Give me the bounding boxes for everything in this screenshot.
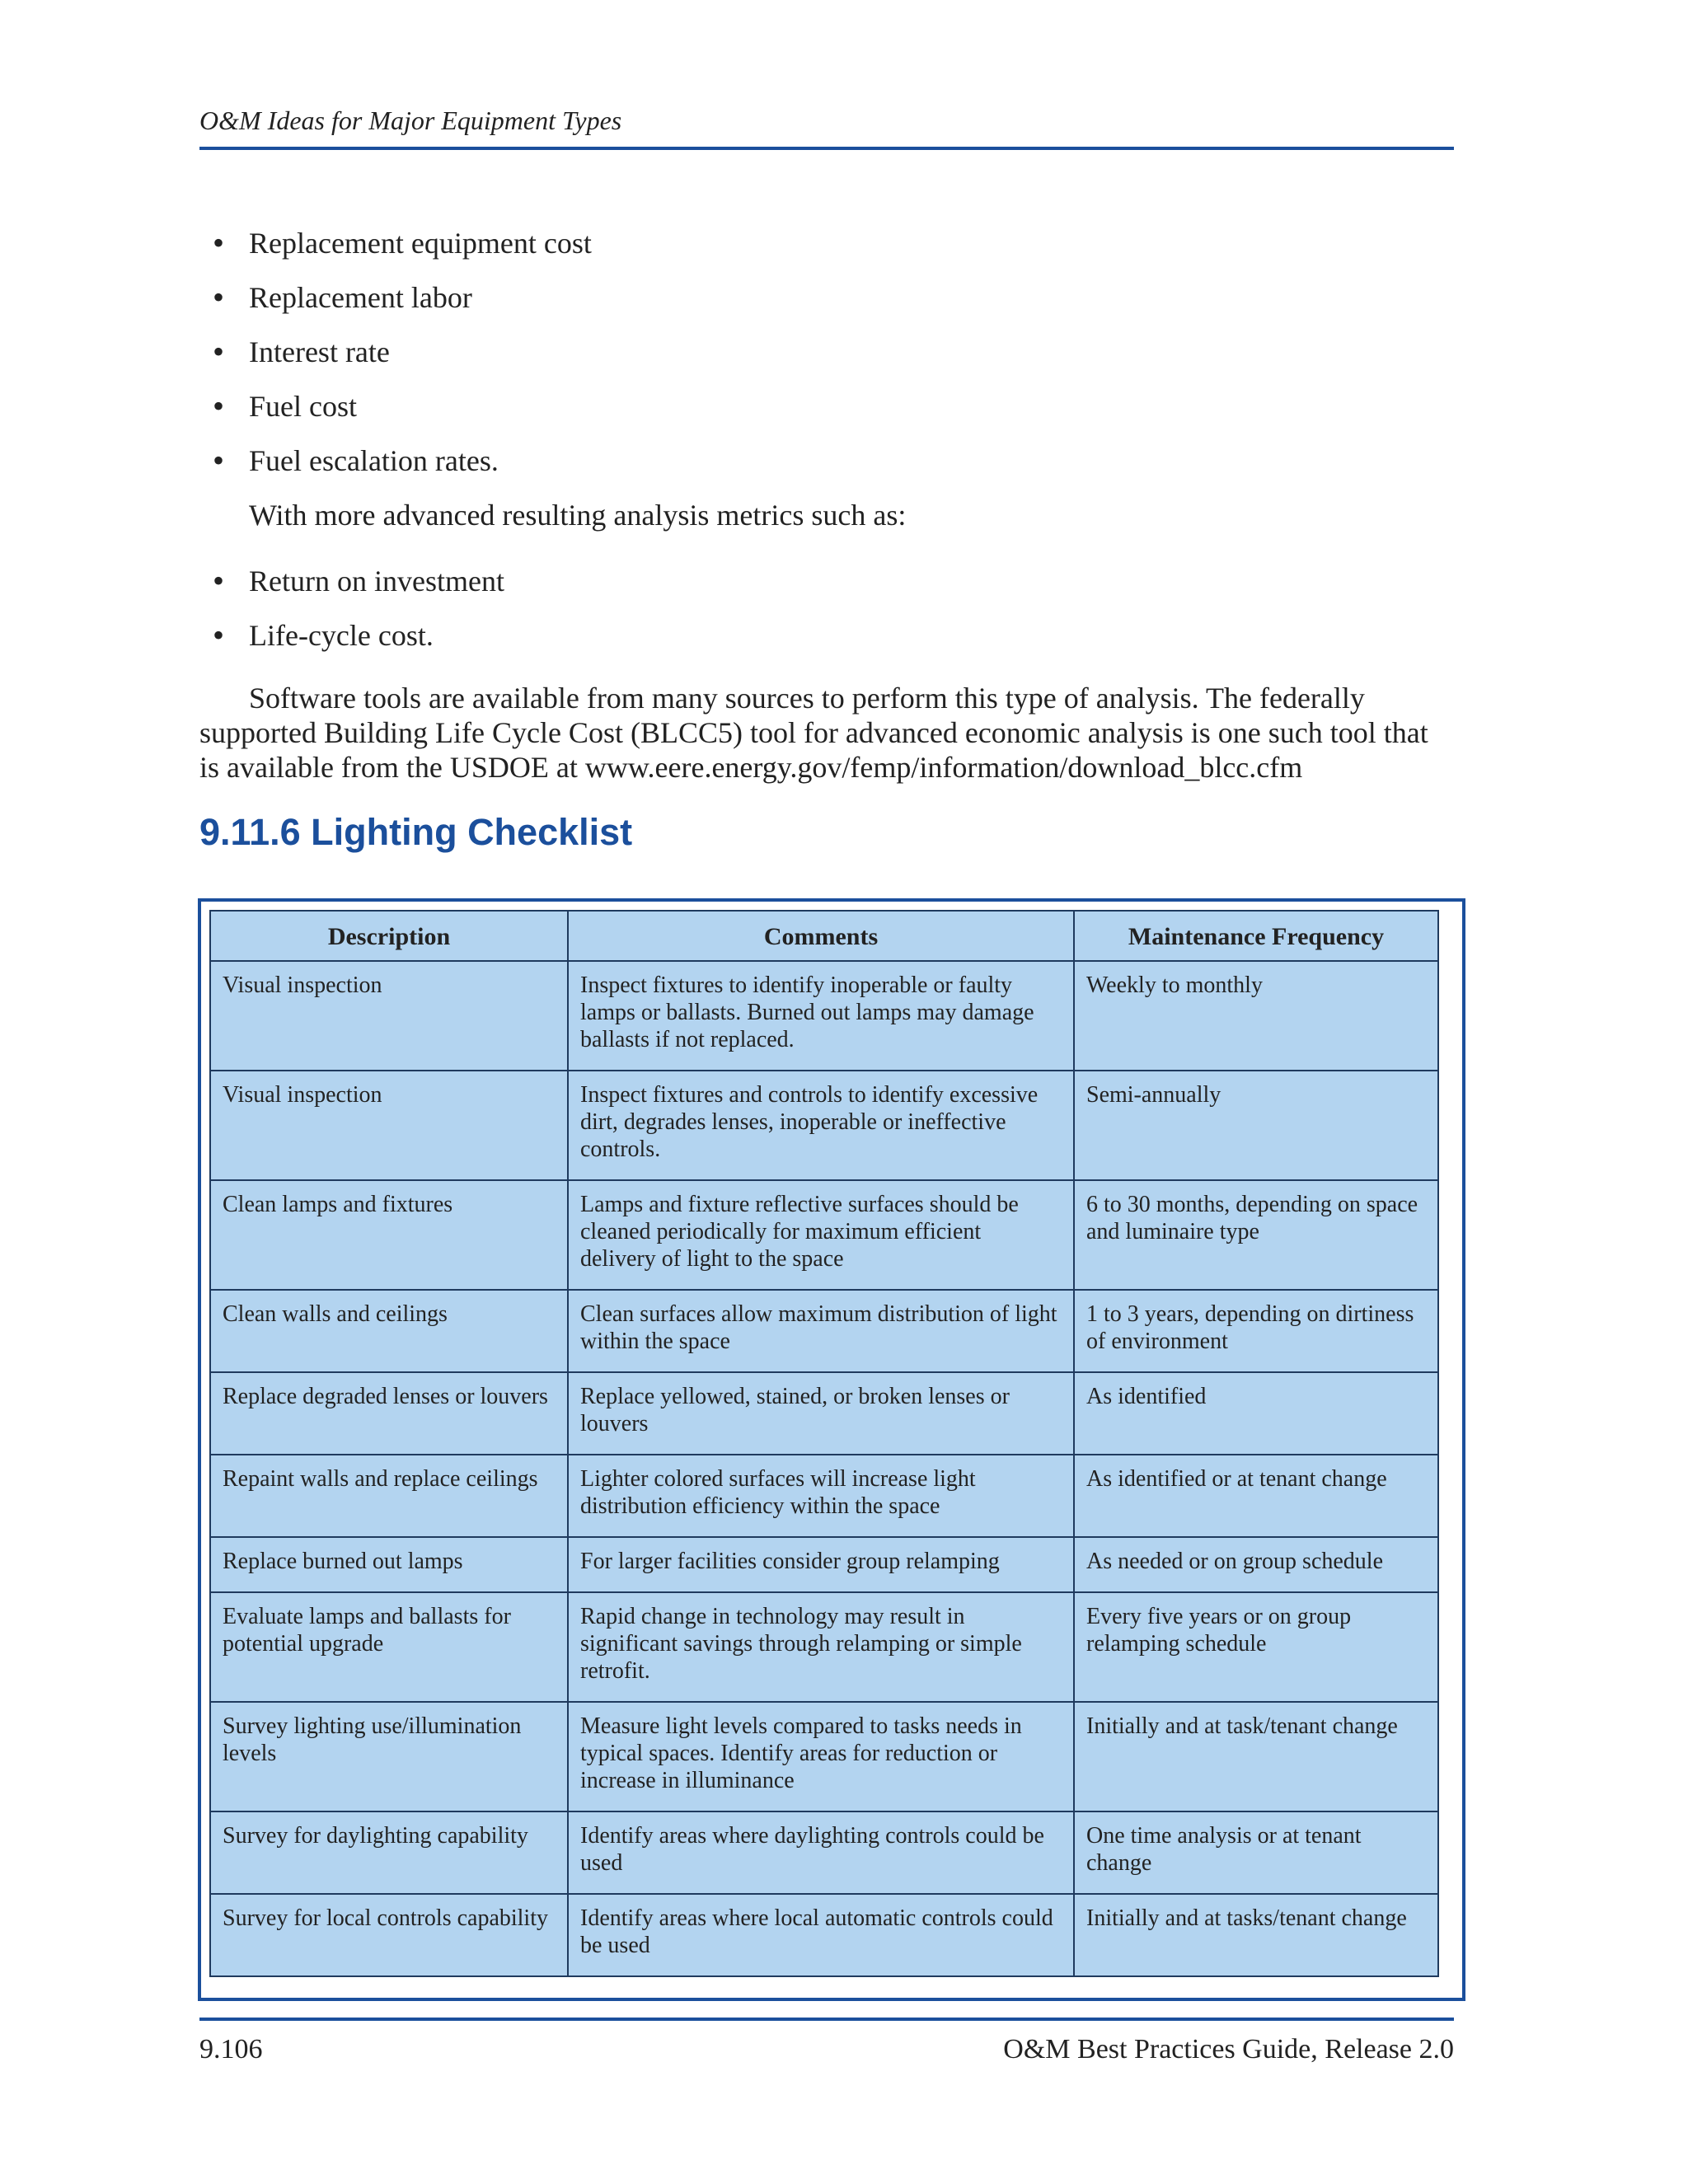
cell-frequency: Initially and at tasks/tenant change <box>1074 1894 1438 1976</box>
list-item: • Fuel escalation rates. <box>199 434 1454 488</box>
cell-comments: Inspect fixtures and controls to identify excessive dirt, degrades lenses, inoperable or ineffective controls. <box>568 1071 1074 1180</box>
cell-frequency: As identified <box>1074 1372 1438 1455</box>
cell-comments: Replace yellowed, stained, or broken lenses or louvers <box>568 1372 1074 1455</box>
cell-comments: Lamps and fixture reflective surfaces should be cleaned periodically for maximum efficient delivery of light to the space <box>568 1180 1074 1290</box>
cell-comments: For larger facilities consider group relamping <box>568 1537 1074 1592</box>
header-rule <box>199 147 1454 150</box>
cell-description: Survey for local controls capability <box>210 1894 568 1976</box>
page-number: 9.106 <box>199 2034 263 2064</box>
cell-frequency: Every five years or on group relamping schedule <box>1074 1592 1438 1702</box>
table-row <box>210 1180 1438 1290</box>
cell-description: Visual inspection <box>210 1071 568 1180</box>
table-row <box>210 961 1438 1071</box>
cell-comments: Inspect fixtures to identify inoperable or faulty lamps or ballasts. Burned out lamps may damage ballasts if not replaced. <box>568 961 1074 1071</box>
table-row <box>210 1071 1438 1180</box>
table-header-row <box>210 911 1438 961</box>
cell-comments: Identify areas where local automatic controls could be used <box>568 1894 1074 1976</box>
cell-frequency: One time analysis or at tenant change <box>1074 1811 1438 1894</box>
metrics-intro: With more advanced resulting analysis metrics such as: <box>249 499 907 532</box>
cell-comments: Rapid change in technology may result in significant savings through relamping or simple retrofit. <box>568 1592 1074 1702</box>
section-title: 9.11.6 Lighting Checklist <box>199 811 633 853</box>
cell-comments: Clean surfaces allow maximum distribution of light within the space <box>568 1290 1074 1372</box>
cell-frequency: Initially and at task/tenant change <box>1074 1702 1438 1811</box>
checklist-table-frame <box>198 898 1465 2001</box>
cell-frequency: Weekly to monthly <box>1074 961 1438 1071</box>
guide-title: O&M Best Practices Guide, Release 2.0 <box>1003 2034 1454 2064</box>
software-paragraph: Software tools are available from many sources to perform this type of analysis. The federally supported Building Life Cycle Cost (BLCC5) tool for advanced economic analysis is one such tool that is available from the USDOE at www.eere.energy.gov/femp/information/download_blcc.cfm <box>199 682 1428 784</box>
cell-description: Visual inspection <box>210 961 568 1071</box>
footer-rule <box>199 2018 1454 2021</box>
list-item: • Life-cycle cost. <box>199 608 1454 663</box>
table-row <box>210 1290 1438 1372</box>
table-row <box>210 1894 1438 1976</box>
list-item: • Return on investment <box>199 554 1454 608</box>
table-row <box>210 1455 1438 1537</box>
lighting-checklist-table <box>209 910 1439 1977</box>
cell-description: Repaint walls and replace ceilings <box>210 1455 568 1537</box>
cell-frequency: As needed or on group schedule <box>1074 1537 1438 1592</box>
cell-description: Evaluate lamps and ballasts for potential upgrade <box>210 1592 568 1702</box>
list-item: • Replacement equipment cost <box>199 216 1454 270</box>
cell-description: Survey lighting use/illumination levels <box>210 1702 568 1811</box>
cell-frequency: Semi-annually <box>1074 1071 1438 1180</box>
cell-description: Survey for daylighting capability <box>210 1811 568 1894</box>
list-item: • Interest rate <box>199 325 1454 379</box>
table-row <box>210 1592 1438 1702</box>
cell-comments: Identify areas where daylighting controls could be used <box>568 1811 1074 1894</box>
table-row <box>210 1372 1438 1455</box>
cell-frequency: 1 to 3 years, depending on dirtiness of environment <box>1074 1290 1438 1372</box>
list-item: • Fuel cost <box>199 379 1454 434</box>
table-row <box>210 1811 1438 1894</box>
cell-comments: Measure light levels compared to tasks needs in typical spaces. Identify areas for reduction or increase in illuminance <box>568 1702 1074 1811</box>
cell-description: Replace burned out lamps <box>210 1537 568 1592</box>
cell-description: Clean walls and ceilings <box>210 1290 568 1372</box>
cell-frequency: As identified or at tenant change <box>1074 1455 1438 1537</box>
column-header-comments: Comments <box>568 911 1074 961</box>
column-header-description: Description <box>210 911 568 961</box>
cell-description: Replace degraded lenses or louvers <box>210 1372 568 1455</box>
cell-comments: Lighter colored surfaces will increase light distribution efficiency within the space <box>568 1455 1074 1537</box>
table-row <box>210 1537 1438 1592</box>
cell-frequency: 6 to 30 months, depending on space and luminaire type <box>1074 1180 1438 1290</box>
input-bullet-list <box>199 216 1454 488</box>
running-header: O&M Ideas for Major Equipment Types <box>199 105 622 135</box>
table-row <box>210 1702 1438 1811</box>
cell-description: Clean lamps and fixtures <box>210 1180 568 1290</box>
column-header-frequency: Maintenance Frequency <box>1074 911 1438 961</box>
list-item: • Replacement labor <box>199 270 1454 325</box>
metrics-bullet-list <box>199 554 1454 663</box>
